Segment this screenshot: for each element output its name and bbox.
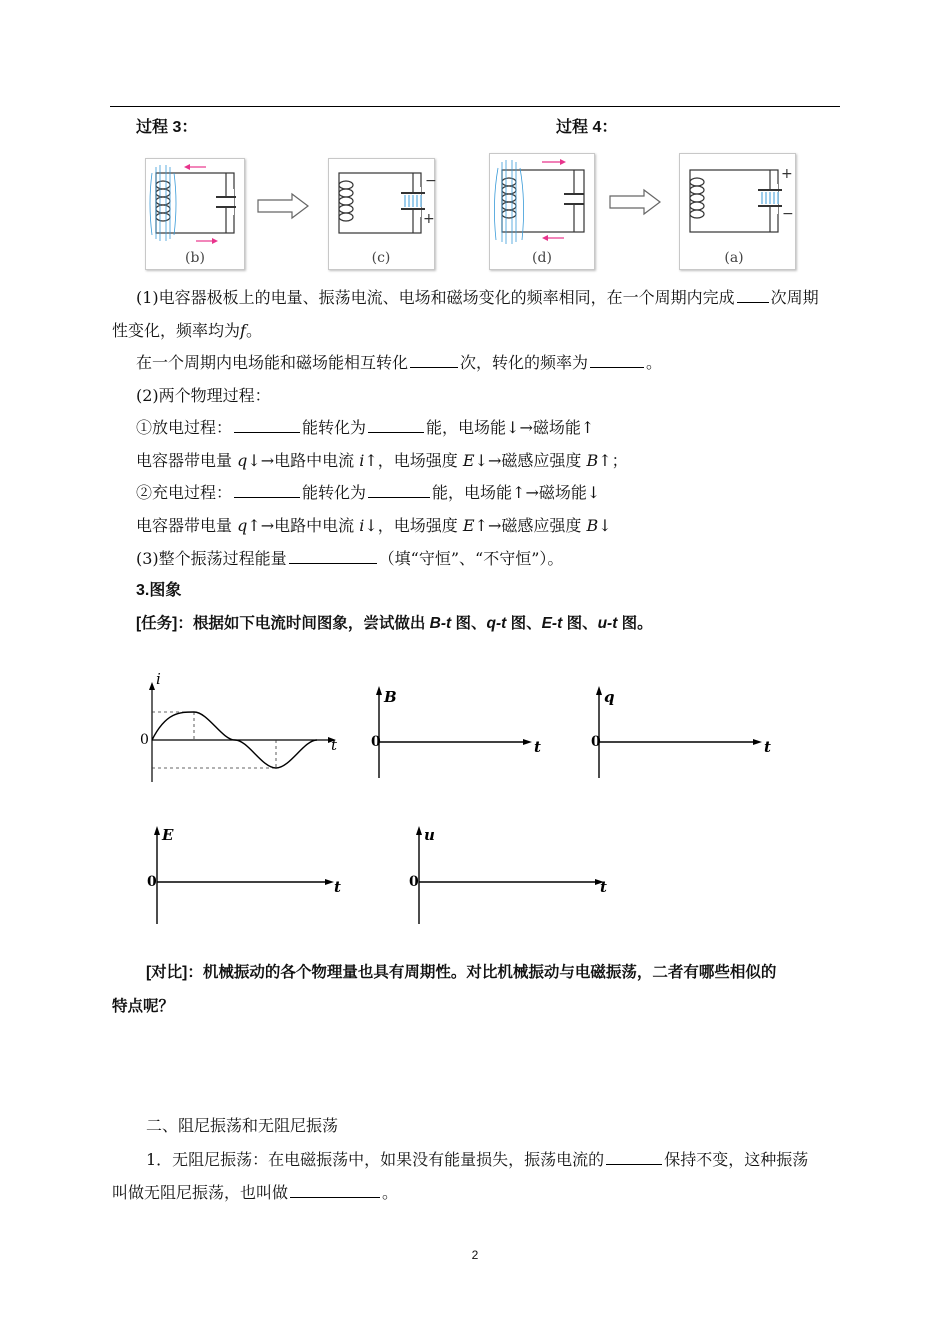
dd-e: ↑； [598,451,628,470]
para1-line1 [136,286,819,310]
undamped-line1-tail: 保持不变，这种振荡 [664,1150,809,1169]
E-t-origin: 0 [147,874,157,890]
para3-line [136,547,563,571]
compare-line1: [对比]：机械振动的各个物理量也具有周期性。对比机械振动与电磁振荡，二者有哪些相似的 [146,964,777,981]
para1-line3 [136,351,662,375]
E-t-graph [144,822,354,926]
para1-line2-tail: 。 [245,321,262,340]
undamped-line2-text: 叫做无阻尼振荡，也叫做 [112,1183,289,1202]
cd-a: 电容器带电量 [136,516,238,535]
dd-c: ↑，电场强度 [364,451,463,470]
task-f: 图。 [617,615,653,632]
svg-text:−: − [425,173,437,189]
cd-d: ↑→磁感应强度 [474,516,587,535]
svg-text:+: + [781,166,793,182]
blank-conversion-frequency[interactable] [590,351,644,368]
q-t-origin: 0 [591,734,601,750]
dd-e-var: E [462,451,475,470]
i-t-x-label: t [331,736,338,754]
blank-charge-to[interactable] [368,481,430,498]
blank-amplitude[interactable] [606,1148,662,1165]
undamped-line2 [112,1181,398,1205]
q-t-x-label: t [764,738,771,756]
q-t-y-label: q [604,688,615,706]
task-et: E-t [541,615,563,632]
discharge-line [136,416,594,440]
para3-text: (3)整个振荡过程能量 [136,549,287,568]
B-t-y-label: B [384,688,397,706]
para1-line2-text: 性变化，频率均为 [112,321,241,340]
para1-line1-tail: 次周期 [770,288,819,307]
charge-mid: 能转化为 [302,483,367,502]
page-number: 2 [471,1248,479,1262]
var-f: f [240,321,246,340]
task-a: [任务]：根据如下电流时间图象，尝试做出 [136,615,430,632]
dd-d: ↓→磁感应强度 [474,451,587,470]
panel-d-label: (d) [532,250,552,266]
undamped-line1 [146,1148,808,1172]
section-3-heading: 3.图象 [136,582,182,599]
circuit-c-diagram [329,159,437,269]
para1-line3-tail: 。 [646,353,663,372]
para1-line2 [112,319,262,343]
i-t-graph [136,672,346,787]
task-c: 图、 [451,615,487,632]
para3-tail: （填“守恒”、“不守恒”）。 [378,549,564,568]
B-t-origin: 0 [371,734,381,750]
cd-b-var: B [586,516,599,535]
charge-label: ②充电过程： [136,483,233,502]
circuit-panel-d [489,153,595,270]
discharge-mid: 能转化为 [302,418,367,437]
discharge-label: ①放电过程： [136,418,233,437]
u-t-graph [406,822,616,926]
discharge-tail: 能，电场能↓→磁场能↑ [426,418,595,437]
cd-i: i [359,516,365,535]
blank-discharge-to[interactable] [368,416,424,433]
header-rule [110,106,840,107]
para1-line3-text: 在一个周期内电场能和磁场能相互转化 [136,353,409,372]
charge-tail: 能，电场能↑→磁场能↓ [432,483,601,502]
E-t-y-label: E [162,826,174,844]
blank-discharge-from[interactable] [234,416,300,433]
section-two-heading: 二、阻尼振荡和无阻尼振荡 [146,1116,339,1135]
task-bt: B-t [429,615,452,632]
dd-q: q [237,451,248,470]
circuit-b-diagram [146,159,244,269]
svg-text:−: − [782,206,794,222]
cd-e-var: E [462,516,475,535]
B-t-x-label: t [534,738,541,756]
u-t-y-label: u [424,826,435,844]
undamped-line1-text: 1．无阻尼振荡：在电磁振荡中，如果没有能量损失，振荡电流的 [146,1150,605,1169]
dd-b: ↓→电路中电流 [247,451,360,470]
cd-c: ↓，电场强度 [364,516,463,535]
cd-q: q [237,516,248,535]
dd-b-var: B [586,451,599,470]
E-t-x-label: t [334,878,341,896]
blank-conversion-count[interactable] [410,351,458,368]
cd-b: ↑→电路中电流 [247,516,360,535]
circuit-panel-c [328,158,435,270]
para2-title: (2)两个物理过程： [136,386,271,405]
blank-energy-conservation[interactable] [289,547,377,564]
charge-line [136,481,600,505]
undamped-line2-tail: 。 [382,1183,399,1202]
circuit-panel-b [145,158,245,270]
B-t-graph [366,684,546,780]
charge-detail [136,514,612,538]
panel-a-label: (a) [724,250,744,266]
blank-cycle-count[interactable] [737,286,769,303]
para1-line1-text: (1)电容器极板上的电量、振荡电流、电场和磁场变化的频率相同，在一个周期内完成 [136,288,735,307]
discharge-detail [136,449,628,473]
q-t-graph [586,684,776,780]
process3-label: 过程 3： [136,119,198,136]
i-t-origin: 0 [140,732,149,748]
svg-text:+: + [423,211,435,227]
task-d: 图、 [506,615,542,632]
panel-c-label: (c) [371,250,391,266]
blank-charge-from[interactable] [234,481,300,498]
para1-line3-mid: 次，转化的频率为 [460,353,589,372]
task-line [136,612,653,636]
compare-line2: 特点呢？ [112,998,175,1015]
u-t-x-label: t [600,878,607,896]
circuit-a-diagram [680,154,795,269]
cd-e: ↓ [598,516,612,535]
task-e: 图、 [562,615,598,632]
blank-alias[interactable] [290,1181,380,1198]
process4-label: 过程 4： [556,119,618,136]
transition-arrow-2 [608,188,664,216]
dd-a: 电容器带电量 [136,451,238,470]
task-qt: q-t [486,615,507,632]
circuit-panel-a [679,153,796,270]
i-t-y-label: i [156,670,161,688]
panel-b-label: (b) [185,250,205,266]
transition-arrow-1 [256,192,312,220]
circuit-d-diagram [490,154,594,269]
u-t-origin: 0 [409,874,419,890]
task-ut: u-t [597,615,618,632]
dd-i: i [359,451,365,470]
